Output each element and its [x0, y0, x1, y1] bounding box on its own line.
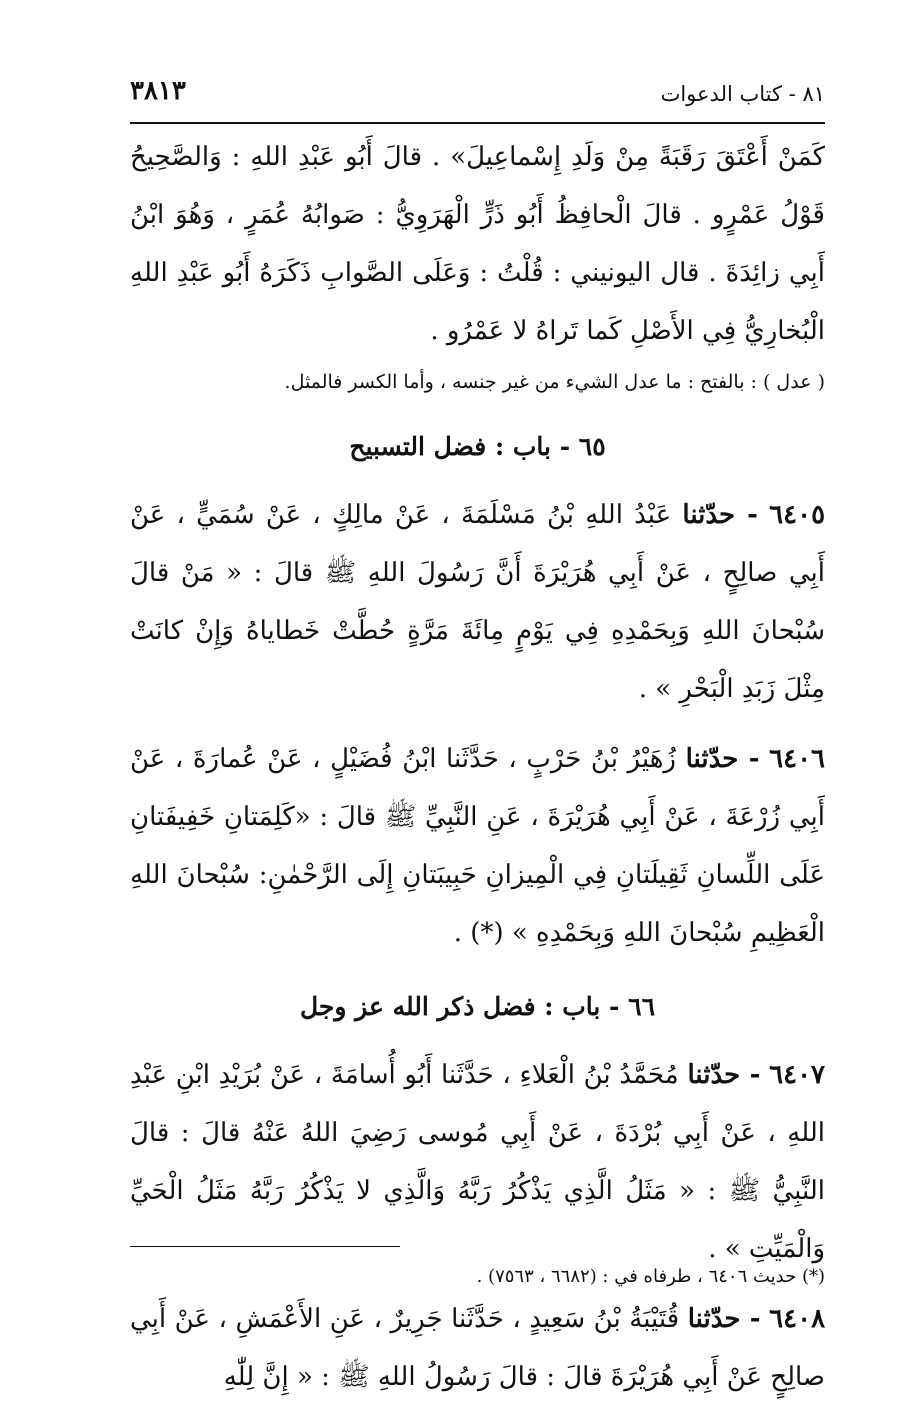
hadith-lead-word: - حدّثنا [687, 1304, 761, 1334]
intro-paragraph: كَمَنْ أَعْتَقَ رَقَبَةً مِنْ وَلَدِ إِسْماعِيلَ» . قالَ أَبُو عَبْدِ اللهِ : وَالصَّحِيحُ قَوْلُ عَمْرٍو . قالَ الْحافِظُ أَبُو ذَرٍّ الْهَرَوِيُّ : صَوابُهُ عُمَرٍ ، وَهُوَ ابْنُ أَبِي زائِدَةَ . قال اليونيني : قُلْتُ : وَعَلَى الصَّوابِ ذَكَرَهُ أَبُو عَبْدِ اللهِ الْبُخارِيُّ فِي الأَصْلِ كَما تَراهُ لا عَمْرُو . [130, 142, 826, 346]
hadith-number: ٦٤٠٦ [769, 744, 825, 774]
hadith-number: ٦٤٠٨ [769, 1304, 826, 1334]
page-header [130, 76, 825, 116]
hadith-6407 [130, 1046, 825, 1278]
page-number: ٣٨١٣ [130, 76, 186, 106]
chapter-heading-65: ٦٥ - باب : فضل التسبيح [349, 432, 606, 461]
book-page [130, 0, 826, 1392]
hadith-lead-word: - حدّثنا [682, 500, 758, 530]
hadith-lead-word: - حدّثنا [685, 744, 760, 774]
footnote: (*) حديث ٦٤٠٦ ، طرفاه في : (٦٦٨٢ ، ٧٥٦٣) . [476, 1266, 825, 1287]
running-title: ٨١ - كتاب الدعوات [660, 82, 825, 106]
lexical-note: ( عدل ) : بالفتح : ما عدل الشيء من غير جنسه ، وأما الكسر فالمثل. [284, 371, 825, 393]
hadith-text: زُهَيْرُ بْنُ حَرْبٍ ، حَدَّثَنا ابْنُ فُضَيْلٍ ، عَنْ عُمارَةَ ، عَنْ أَبِي زُرْعَةَ ، عَنْ أَبِي هُرَيْرَةَ ، عَنِ النَّبِيِّ ﷺ قالَ : «كَلِمَتانِ خَفِيفَتانِ عَلَى اللِّسانِ ثَقِيلَتانِ فِي الْمِيزانِ حَبِيبَتانِ إِلَى الرَّحْمٰنِ: سُبْحانَ اللهِ الْعَظِيمِ سُبْحانَ اللهِ وَبِحَمْدِهِ » (*) . [130, 744, 825, 948]
hadith-6408 [130, 1290, 825, 1406]
footnote-rule [130, 1246, 400, 1247]
hadith-text: مُحَمَّدُ بْنُ الْعَلاءِ ، حَدَّثَنا أَبُو أُسامَةَ ، عَنْ بُرَيْدِ ابْنِ عَبْدِ اللهِ ، عَنْ أَبِي بُرْدَةَ ، عَنْ أَبِي مُوسى رَضِيَ اللهُ عَنْهُ قالَ : قالَ النَّبِيُّ ﷺ : « مَثَلُ الَّذِي يَذْكُرُ رَبَّهُ وَالَّذِي لا يَذْكُرُ رَبَّهُ مَثَلُ الْحَيِّ وَالْمَيِّتِ » . [130, 1060, 825, 1264]
hadith-text: قُتَيْبَةُ بْنُ سَعِيدٍ ، حَدَّثَنا جَرِيرٌ ، عَنِ الأَعْمَشِ ، عَنْ أَبِي صالِحٍ عَنْ أَبِي هُرَيْرَةَ قالَ : قالَ رَسُولُ اللهِ ﷺ : « إِنَّ لِلّٰهِ [130, 1304, 825, 1392]
hadith-number: ٦٤٠٧ [769, 1060, 826, 1090]
hadith-6405 [130, 486, 825, 718]
hadith-number: ٦٤٠٥ [769, 500, 826, 530]
hadith-lead-word: - حدّثنا [687, 1060, 761, 1090]
body-text [130, 128, 825, 1406]
hadith-6406 [130, 730, 825, 962]
header-rule [130, 122, 825, 124]
chapter-heading-66: ٦٦ - باب : فضل ذكر الله عز وجل [299, 992, 655, 1021]
hadith-text: عَبْدُ اللهِ بْنُ مَسْلَمَةَ ، عَنْ مالِكٍ ، عَنْ سُمَيٍّ ، عَنْ أَبِي صالِحٍ ، عَنْ أَبِي هُرَيْرَةَ أَنَّ رَسُولَ اللهِ ﷺ قالَ : « مَنْ قالَ سُبْحانَ اللهِ وَبِحَمْدِهِ فِي يَوْمٍ مِائَةَ مَرَّةٍ حُطَّتْ خَطاياهُ وَإِنْ كانَتْ مِثْلَ زَبَدِ الْبَحْرِ » . [130, 500, 826, 704]
